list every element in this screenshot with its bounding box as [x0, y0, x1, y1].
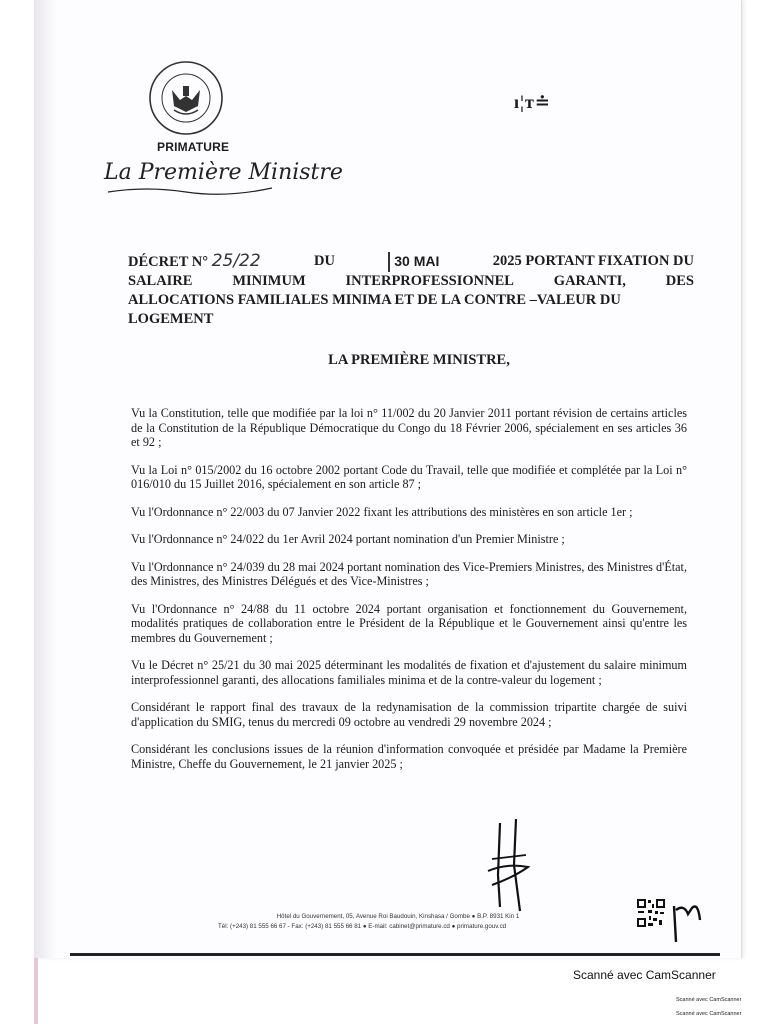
- preamble-paragraph: Vu l'Ordonnance n° 24/039 du 28 mai 2024 portant nomination des Vice-Premiers Ministres, des Ministres d'État, des Ministres, des Ministres Délégués et des Vice-Ministres ;: [131, 559, 687, 588]
- qr-code-icon: [636, 898, 666, 928]
- office-signature: La Première Ministre: [104, 160, 343, 185]
- title-line-1: [128, 252, 694, 272]
- title-word: INTERPROFESSIONNEL: [345, 273, 514, 289]
- handwritten-initial: [670, 900, 706, 944]
- decree-title: [128, 252, 694, 329]
- preamble-paragraph: Vu l'Ordonnance n° 24/022 du 1er Avril 2024 portant nomination d'un Premier Ministre ;: [131, 532, 565, 546]
- decree-body: [131, 406, 687, 784]
- preamble-paragraph: Vu la Loi n° 015/2002 du 16 octobre 2002 portant Code du Travail, telle que modifiée et complétée par la Loi n° 016/010 du 15 Juillet 2016, spécialement en son article 87 ;: [131, 462, 687, 491]
- preamble-paragraph: Vu l'Ordonnance n° 24/88 du 11 octobre 2024 portant organisation et fonctionnement du Gouvernement, modalités pratiques de collaboration entre le Président de la République et le Gouvernement ainsi qu'entre les membres du Gouvernement ;: [131, 601, 687, 645]
- government-seal-icon: [148, 60, 224, 136]
- author-text: LA PREMIÈRE MINISTRE,: [328, 352, 510, 368]
- page-fold-shadow: [34, 0, 56, 958]
- camscanner-watermark: Scanné avec CamScanner: [573, 968, 716, 982]
- preamble-paragraph: Considérant les conclusions issues de la réunion d'information convoquée et présidée par Madame la Première Ministre, Cheffe du Gouvernement, le 21 janvier 2025 ;: [131, 742, 687, 771]
- title-word: SALAIRE: [128, 273, 193, 289]
- author-heading: [0, 352, 768, 369]
- date-stamp: 30 MAI: [388, 252, 439, 272]
- decree-prefix: DÉCRET N°: [128, 254, 209, 270]
- preamble-paragraph: Vu la Constitution, telle que modifiée par la loi n° 11/002 du 20 Janvier 2011 portant révision de certains articles de la Constitution de la République Démocratique du Congo du 18 Février 2006, spécialement en ses articles 36 et 92 ;: [131, 406, 687, 449]
- preamble-paragraph: Considérant le rapport final des travaux de la redynamisation de la commission tripartite chargée de suivi d'application du SMIG, tenus du mercredi 09 octobre au vendredi 29 novembre 2024 ;: [131, 700, 687, 729]
- preamble-paragraph: Vu l'Ordonnance n° 22/003 du 07 Janvier 2022 fixant les attributions des ministères en son article 1er ;: [131, 504, 633, 519]
- footer-rule: [70, 953, 720, 956]
- camscanner-watermark-small: Scanné avec CamScanner: [676, 997, 742, 1003]
- title-line-1-rest: 2025 PORTANT FIXATION DU: [492, 253, 694, 269]
- stamp-mark: ı¦ᴛ≐: [514, 92, 551, 112]
- title-line-3: ALLOCATIONS FAMILIALES MINIMA ET DE LA CONTRE –VALEUR DU: [128, 292, 621, 308]
- footer-contact: Tél: (+243) 81 555 66 67 - Fax: (+243) 81 555 66 81 ● E-mail: cabinet@primature.cd ● primature.gouv.cd: [218, 923, 507, 930]
- footer-address: Hôtel du Gouvernement, 05, Avenue Roi Baudouin, Kinshasa / Gombe ● B.P. 8931 Kin 1: [276, 913, 520, 920]
- title-word: GARANTI,: [553, 273, 626, 289]
- title-word: MINIMUM: [232, 273, 306, 289]
- title-word: DES: [665, 273, 694, 289]
- title-line-2: [128, 272, 694, 291]
- page-footer: [218, 912, 578, 932]
- camscanner-watermark-small: Scanné avec CamScanner: [676, 1011, 742, 1017]
- signature-flourish: [106, 184, 274, 196]
- office-name: PRIMATURE: [157, 140, 230, 154]
- title-line-4: LOGEMENT: [128, 311, 214, 327]
- handwritten-signature: [470, 815, 550, 915]
- title-du: DU: [314, 253, 335, 269]
- decree-number-handwritten: 25/22: [211, 251, 261, 271]
- preamble-paragraph: Vu le Décret n° 25/21 du 30 mai 2025 déterminant les modalités de fixation et d'ajustement du salaire minimum interprofessionnel garanti, des allocations familiales minima et de la contre-valeur du logement ;: [131, 658, 687, 687]
